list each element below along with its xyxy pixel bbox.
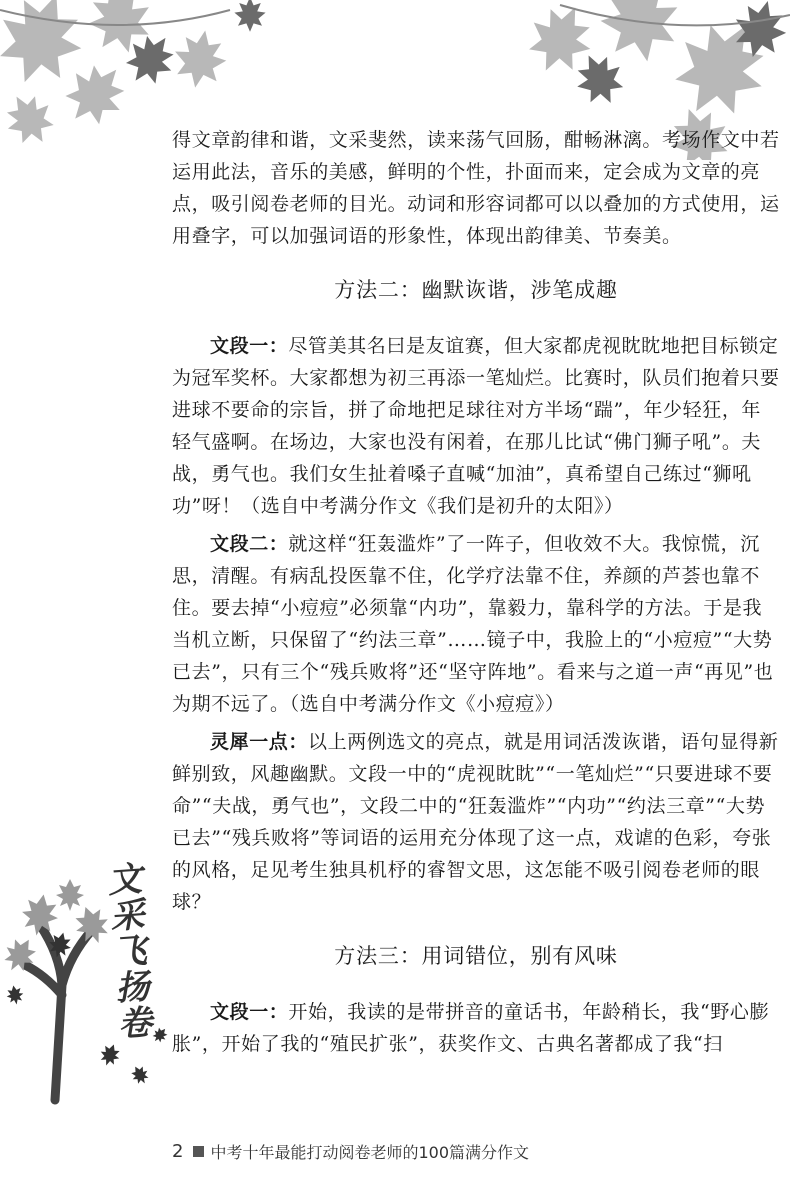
side-title-char: 卷 bbox=[116, 1002, 154, 1045]
book-title: 中考十年最能打动阅卷老师的100篇满分作文 bbox=[210, 1143, 529, 1162]
side-title-char: 文 bbox=[106, 859, 144, 902]
side-title-char: 扬 bbox=[114, 966, 151, 1010]
method3-excerpt-1 bbox=[172, 996, 780, 1060]
page-number: 2 bbox=[172, 1141, 184, 1162]
commentary-text: 以上两例选文的亮点，就是用词活泼诙谐，语句显得新鲜别致，风趣幽默。文段一中的“虎视眈眈”“一笔灿烂”“只要进球不要命”“夫战，勇气也”，文段二中的“狂轰滥炸”“内功”“约法三章”“大势已去”“残兵败将”等词语的运用充分体现了这一点，戏谑的色彩，夸张的风格，足见考生独具机杼的睿智文思，这怎能不吸引阅卷老师的眼球？ bbox=[172, 731, 779, 913]
page-footer bbox=[172, 1140, 772, 1163]
method2-heading: 方法二：幽默诙谐，涉笔成趣 bbox=[334, 278, 618, 302]
excerpt-label: 文段二： bbox=[210, 533, 289, 555]
intro-paragraph: 得文章韵律和谐，文采斐然，读来荡气回肠，酣畅淋漓。考场作文中若运用此法，音乐的美感，鲜明的个性，扑面而来，定会成为文章的亮点，吸引阅卷老师的目光。动词和形容词都可以以叠加的方式使用，运用叠字，可以加强词语的形象性，体现出韵律美、节奏美。 bbox=[172, 129, 780, 247]
method2-excerpt-1 bbox=[172, 330, 780, 522]
excerpt-text: 就这样“狂轰滥炸”了一阵子，但收效不大。我惊慌，沉思，清醒。有病乱投医靠不住，化学疗法靠不住，养颜的芦荟也靠不住。要去掉“小痘痘”必须靠“内功”，靠毅力，靠科学的方法。于是我当机立断，只保留了“约法三章”……镜子中，我脸上的“小痘痘”“大势已去”，只有三个“残兵败将”还“坚守阵地”。看来与之道一声“再见”也为期不远了。（选自中考满分作文《小痘痘》） bbox=[172, 533, 774, 715]
method3-heading: 方法三：用词错位，别有风味 bbox=[334, 944, 618, 968]
excerpt-label: 文段一： bbox=[210, 335, 289, 357]
excerpt-label: 文段一： bbox=[210, 1001, 289, 1023]
side-title-char: 飞 bbox=[111, 930, 149, 974]
excerpt-text: 尽管美其名曰是友谊赛，但大家都虎视眈眈地把目标锁定为冠军奖杯。大家都想为初三再添一笔灿烂。比赛时，队员们抱着只要进球不要命的宗旨，拼了命地把足球往对方半场“踹”，年少轻狂，年轻气盛啊。在场边，大家也没有闲着，在那儿比试“佛门狮子吼”。夫战，勇气也。我们女生扯着嗓子直喊“加油”，真希望自己练过“狮吼功”呀！（选自中考满分作文《我们是初升的太阳》） bbox=[172, 335, 780, 517]
excerpt-text: 开始，我读的是带拼音的童话书，年龄稍长，我“野心膨胀”，开始了我的“殖民扩张”，获奖作文、古典名著都成了我“扫 bbox=[172, 1001, 770, 1055]
commentary-label: 灵犀一点： bbox=[210, 731, 309, 753]
page-body bbox=[172, 124, 780, 1066]
side-title-char: 采 bbox=[109, 894, 146, 938]
method2-commentary bbox=[172, 726, 780, 918]
square-bullet-icon bbox=[193, 1146, 204, 1157]
method2-excerpt-2 bbox=[172, 528, 780, 720]
